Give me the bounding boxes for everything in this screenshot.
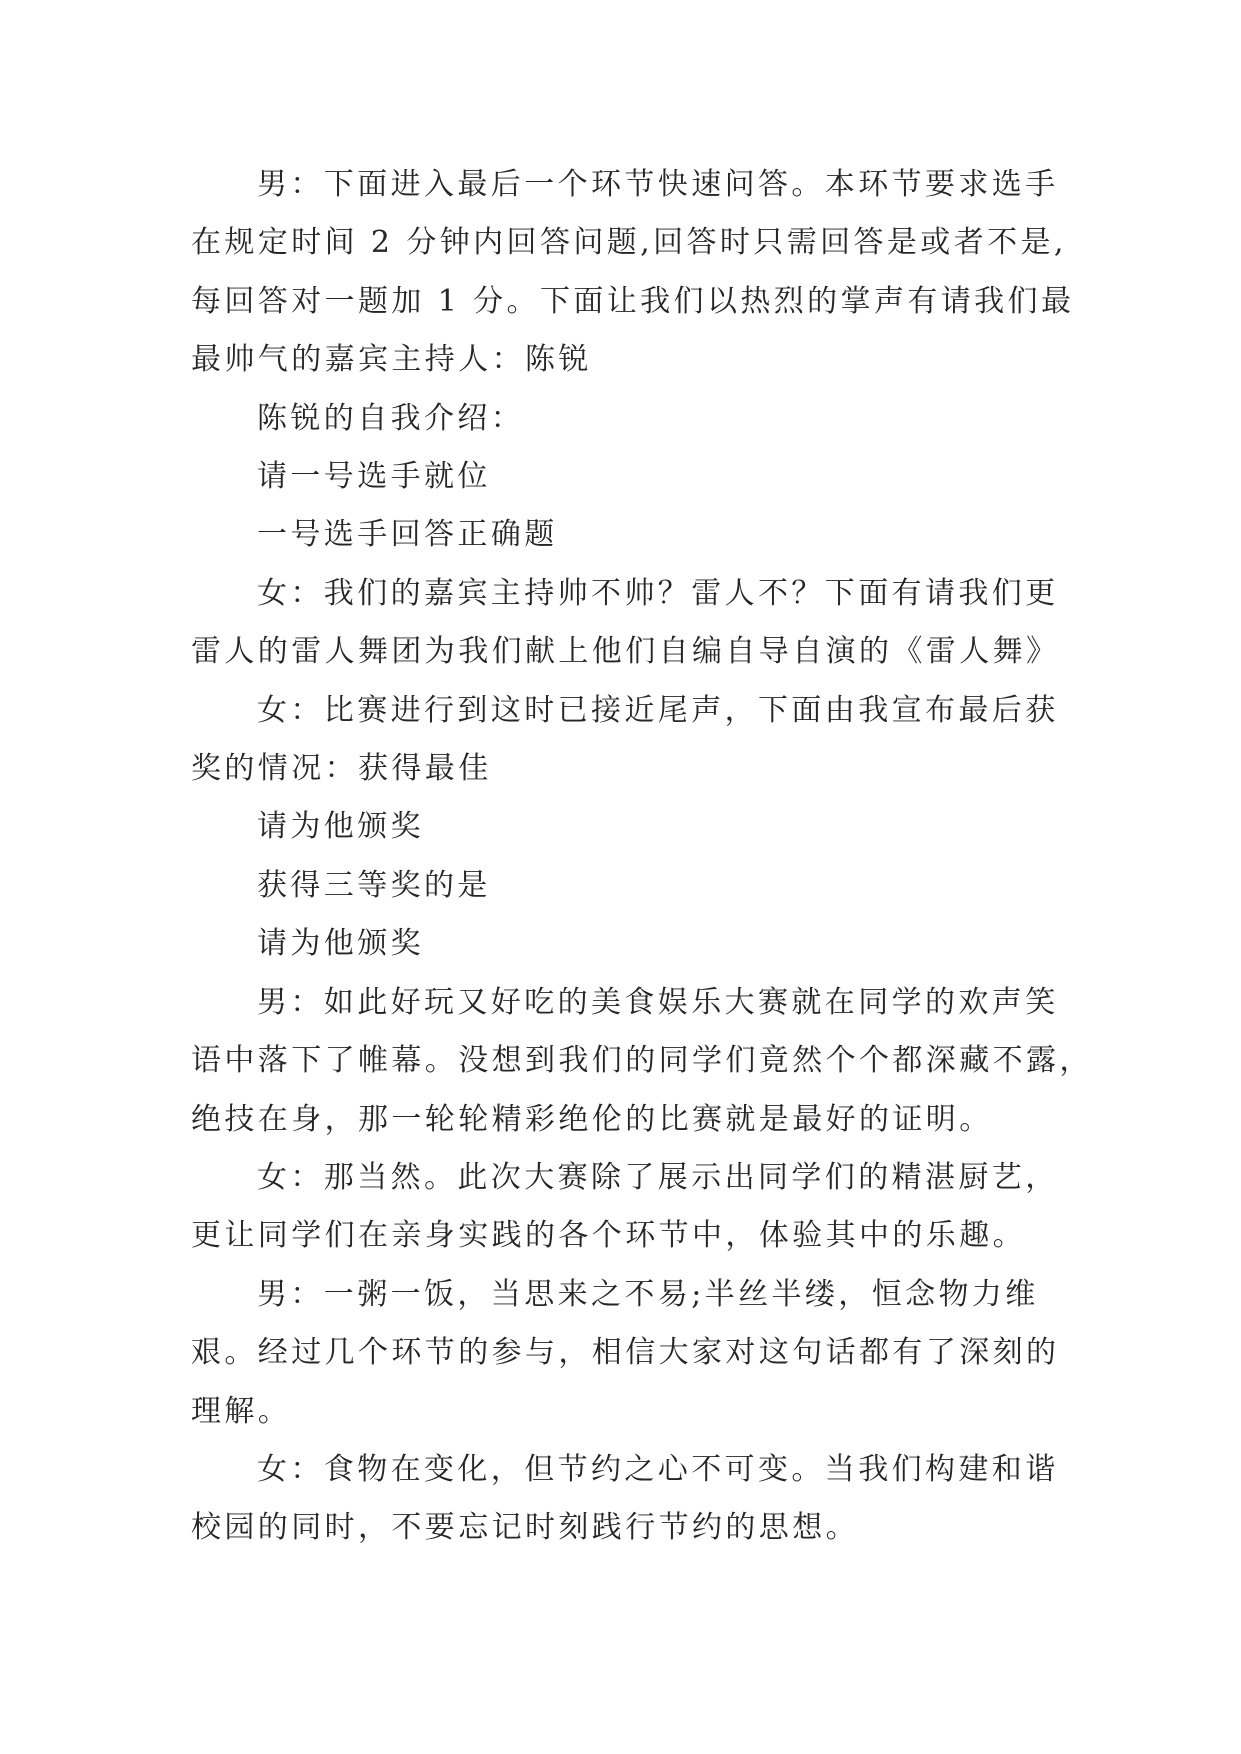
paragraph-closing-male bbox=[191, 974, 1093, 1149]
text-line: 请为他颁奖 bbox=[257, 809, 424, 845]
text-line: 男：如此好玩又好吃的美食娱乐大赛就在同学的欢声笑 bbox=[257, 984, 1059, 1020]
text-line: 艰。经过几个环节的参与，相信大家对这句话都有了深刻的 bbox=[191, 1335, 1060, 1371]
text-line: 绝技在身，那一轮轮精彩绝伦的比赛就是最好的证明。 bbox=[191, 1101, 993, 1137]
paragraph-quick-qa bbox=[191, 156, 1075, 390]
text-line: 雷人的雷人舞团为我们献上他们自编自导自演的《雷人舞》 bbox=[191, 634, 1060, 670]
text-line: 陈锐的自我介绍： bbox=[257, 400, 525, 436]
text-line: 男：一粥一饭，当思来之不易;半丝半缕，恒念物力维 bbox=[257, 1276, 1039, 1312]
text-line: 男：下面进入最后一个环节快速问答。本环节要求选手 bbox=[257, 167, 1059, 202]
text-line: 每回答对一题加 1 分。下面让我们以热烈的掌声有请我们最 bbox=[191, 283, 1075, 319]
text-line: 语中落下了帷幕。没想到我们的同学们竟然个个都深藏不露， bbox=[191, 1043, 1093, 1079]
paragraph-third-prize bbox=[191, 857, 1071, 915]
text-line: 理解。 bbox=[191, 1393, 292, 1429]
text-line: 女：那当然。此次大赛除了展示出同学们的精湛厨艺， bbox=[257, 1159, 1059, 1195]
text-line: 校园的同时，不要忘记时刻践行节约的思想。 bbox=[191, 1510, 859, 1546]
text-line: 最帅气的嘉宾主持人：陈锐 bbox=[191, 342, 592, 378]
paragraph-dance-intro bbox=[191, 565, 1071, 682]
paragraph-present-award bbox=[191, 915, 1071, 973]
text-line: 女：食物在变化，但节约之心不可变。当我们构建和谐 bbox=[257, 1451, 1059, 1487]
text-line: 一号选手回答正确题 bbox=[257, 517, 558, 553]
paragraph-contestant-ready bbox=[191, 448, 1071, 506]
text-line: 请一号选手就位 bbox=[257, 459, 491, 495]
paragraph-closing-female bbox=[191, 1149, 1071, 1266]
paragraph-correct-answers bbox=[191, 506, 1071, 564]
text-line: 更让同学们在亲身实践的各个环节中，体验其中的乐趣。 bbox=[191, 1218, 1026, 1254]
text-line: 获得三等奖的是 bbox=[257, 867, 491, 903]
text-line: 请为他颁奖 bbox=[257, 926, 424, 962]
paragraph-thrift-female bbox=[191, 1441, 1071, 1558]
paragraph-present-award bbox=[191, 798, 1071, 856]
paragraph-self-intro bbox=[191, 390, 1071, 448]
text-line: 在规定时间 2 分钟内回答问题,回答时只需回答是或者不是, bbox=[191, 225, 1067, 261]
paragraph-award-announcement bbox=[191, 682, 1071, 799]
text-line: 奖的情况：获得最佳 bbox=[191, 751, 492, 787]
document-body bbox=[191, 156, 1093, 1558]
text-line: 女：我们的嘉宾主持帅不帅？雷人不？下面有请我们更 bbox=[257, 575, 1059, 611]
text-line: 女：比赛进行到这时已接近尾声，下面由我宣布最后获 bbox=[257, 692, 1059, 728]
paragraph-thrift-male bbox=[191, 1266, 1071, 1441]
